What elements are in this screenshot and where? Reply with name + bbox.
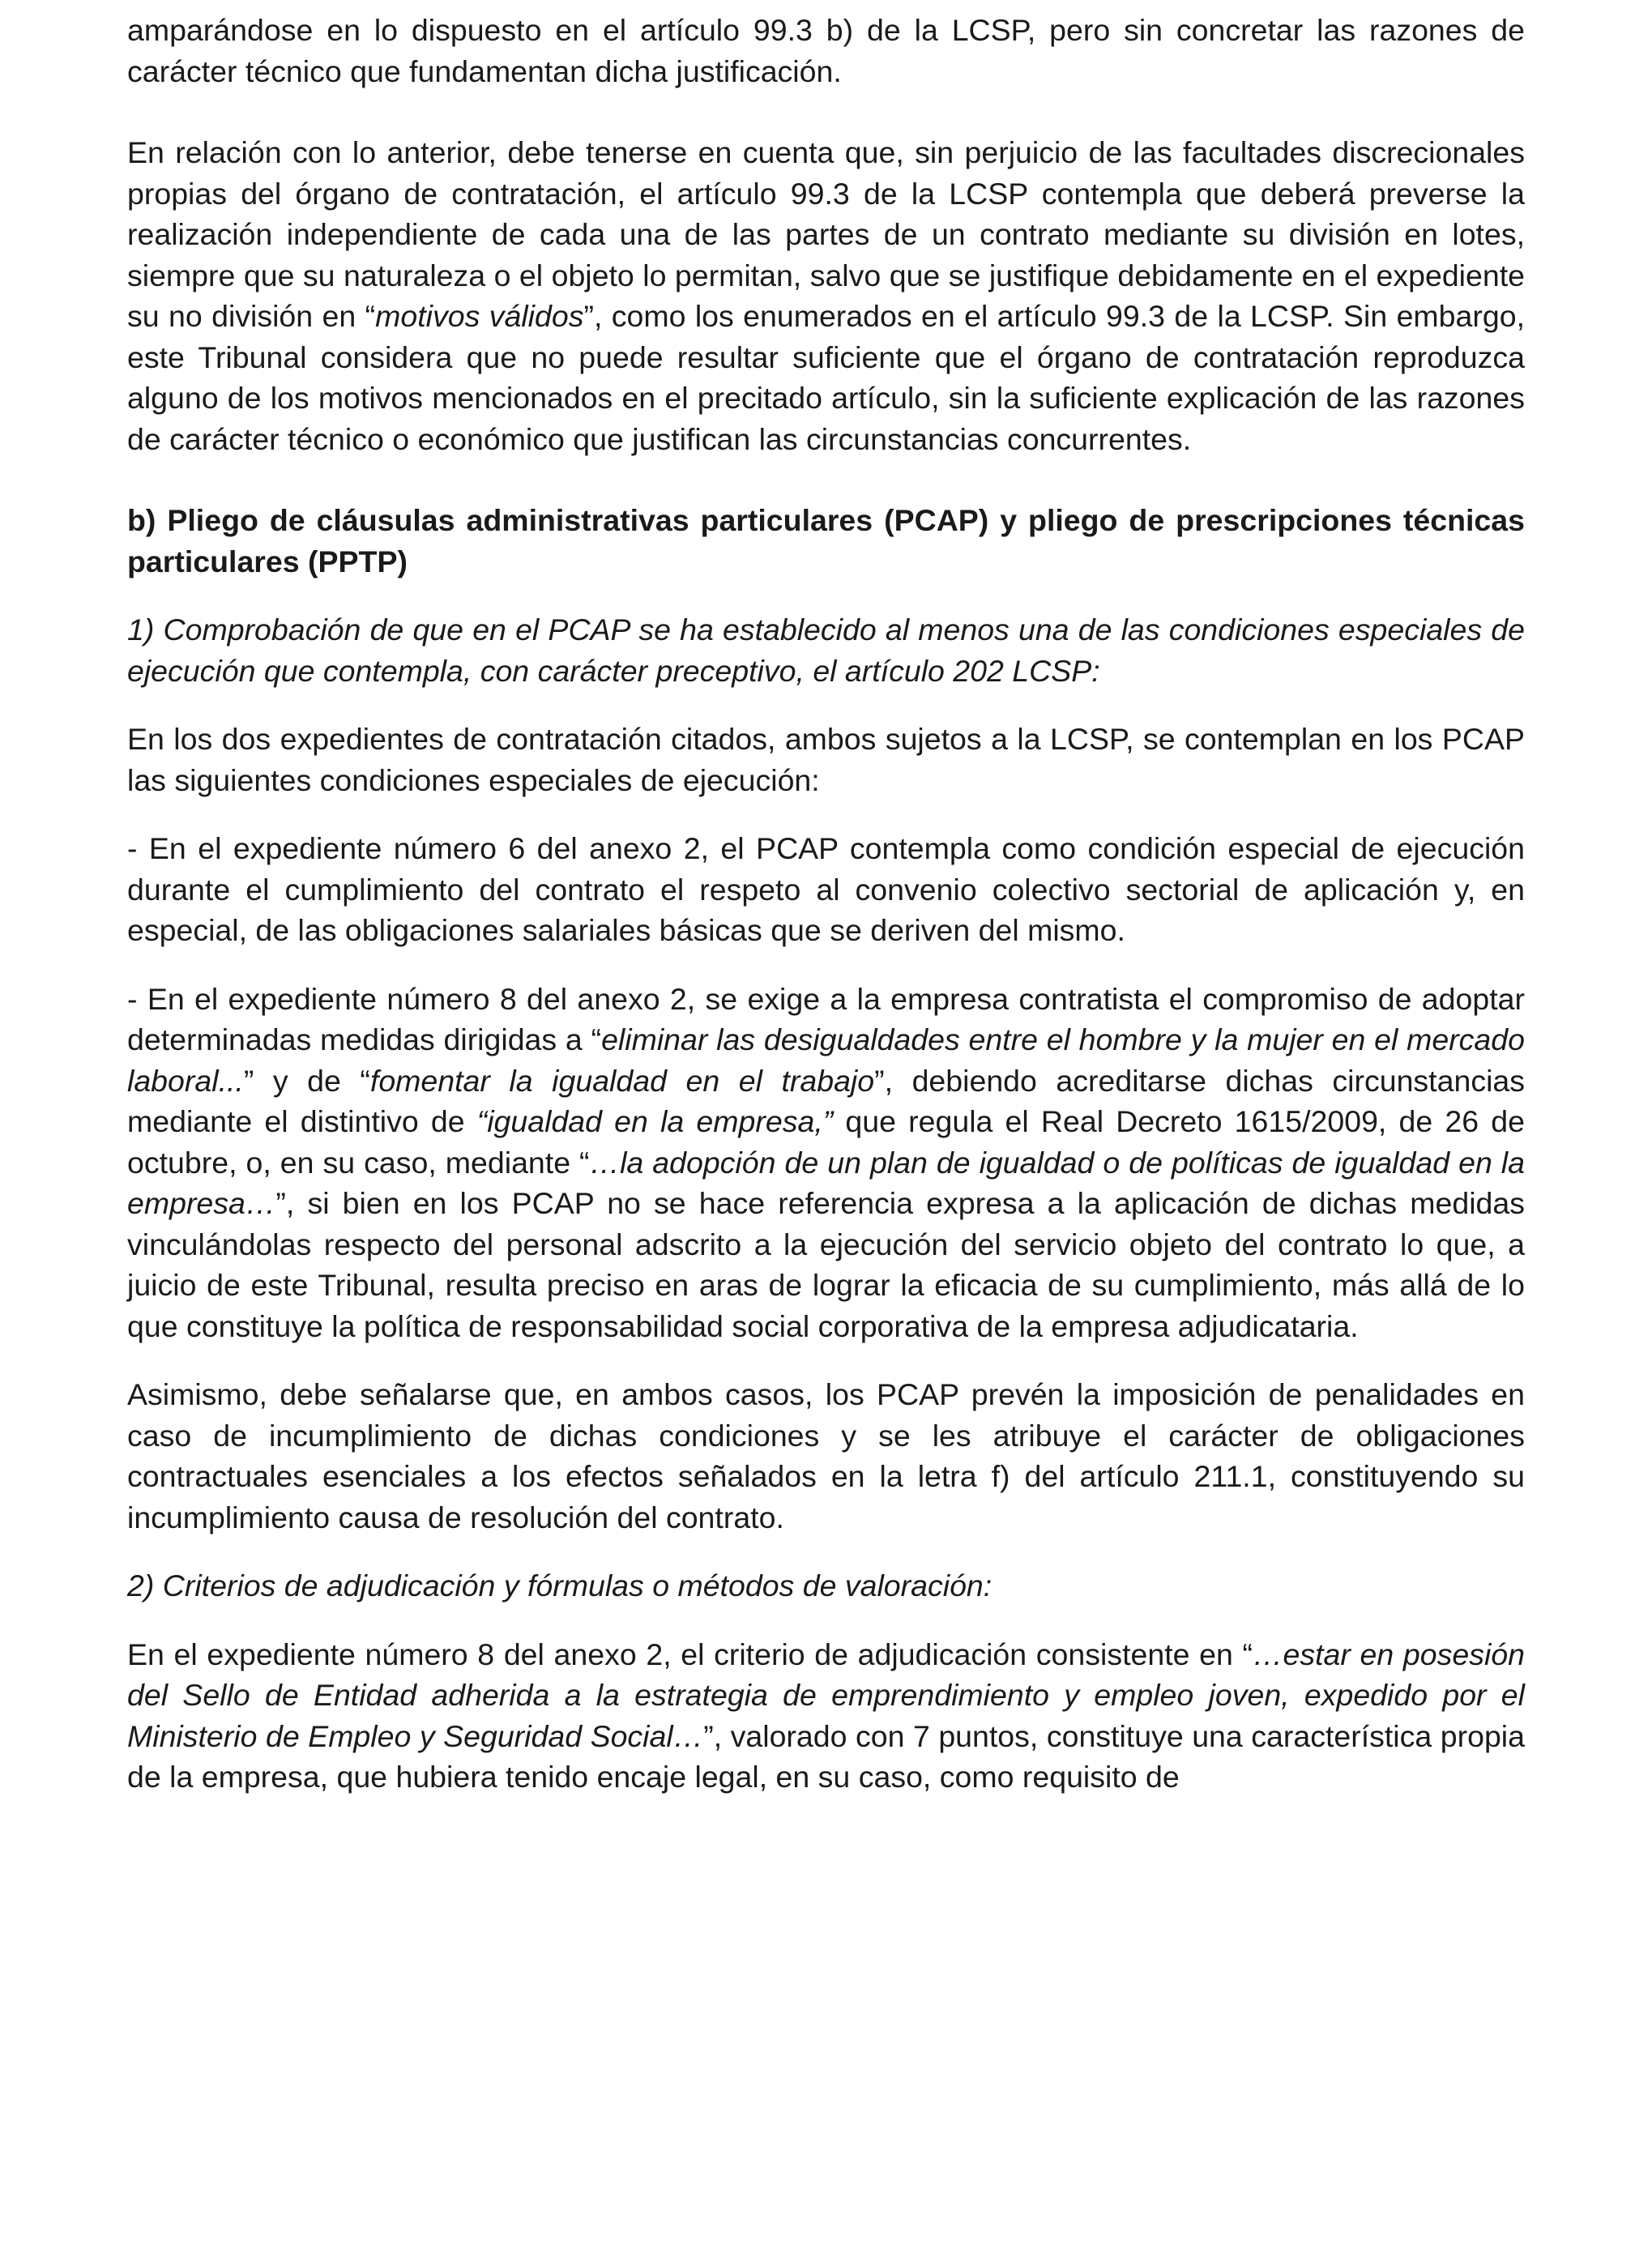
italic-quote: …la adopción de un plan de igualdad o de políticas de igualdad en la empresa… bbox=[127, 1145, 1525, 1220]
paragraph-award-criterion bbox=[127, 1634, 1525, 1798]
text-run: En relación con lo anterior, debe tenerse en cuenta que, sin perjuicio de las facultades discrecionales propias del órgano de contratación, el artículo 99.3 de la LCSP contempla que deberá preverse la realización independiente de cada una de las partes de un contrato mediante su división en lotes, siempre que su naturaleza o el objeto lo permitan, salvo que se justifique debidamente en el expediente su no división en “ bbox=[127, 135, 1525, 333]
text-run: ”, si bien en los PCAP no se hace referencia expresa a la aplicación de dichas medidas vinculándolas respecto del personal adscrito a la ejecución del servicio objeto del contrato lo que, a juicio de este Tribunal, resulta preciso en aras de lograr la eficacia de su cumplimiento, más allá de lo que constituye la política de responsabilidad social corporativa de la empresa adjudicataria. bbox=[127, 1186, 1525, 1343]
paragraph-file-8 bbox=[127, 979, 1525, 1347]
text-run: ”, debiendo acreditarse dichas circunstancias mediante el distintivo de bbox=[127, 1063, 1526, 1138]
paragraph-lcsp-justification-end bbox=[127, 10, 1525, 92]
text-run: que regula el Real Decreto 1615/2009, de 26 de octubre, o, en su caso, mediante “ bbox=[127, 1104, 1525, 1180]
heading-text: 1) Comprobación de que en el PCAP se ha establecido al menos una de las condiciones especiales de ejecución que contempla, con carácter preceptivo, el artículo 202 LCSP: bbox=[127, 612, 1525, 688]
text-run: En el expediente número 8 del anexo 2, el criterio de adjudicación consistente en “ bbox=[127, 1637, 1253, 1671]
text-run: En los dos expedientes de contratación citados, ambos sujetos a la LCSP, se contemplan en los PCAP las siguientes condiciones especiales de ejecución: bbox=[127, 722, 1525, 797]
paragraph-penalties bbox=[127, 1374, 1525, 1538]
italic-quote: …estar en posesión del Sello de Entidad adherida a la estrategia de emprendimiento y empleo joven, expedido por el Ministerio de Empleo y Seguridad Social… bbox=[127, 1637, 1525, 1753]
text-run: amparándose en lo dispuesto en el artículo 99.3 b) de la LCSP, pero sin concretar las razones de carácter técnico que fundamentan dicha justificación. bbox=[127, 13, 1525, 88]
text-run: Asimismo, debe señalarse que, en ambos casos, los PCAP prevén la imposición de penalidades en caso de incumplimiento de dichas condiciones y se les atribuye el carácter de obligaciones contractuales esenciales a los efectos señalados en la letra f) del artículo 211.1, constituyendo su incumplimiento causa de resolución del contrato. bbox=[127, 1377, 1525, 1534]
document-page bbox=[127, 10, 1525, 1798]
italic-quote: motivos válidos bbox=[375, 299, 584, 333]
text-run: ”, como los enumerados en el artículo 99.3 de la LCSP. Sin embargo, este Tribunal considera que no puede resultar suficiente que el órgano de contratación reproduzca alguno de los motivos mencionados en el precitado artículo, sin la suficiente explicación de las razones de carácter técnico o económico que justifican las circunstancias concurrentes. bbox=[127, 299, 1525, 456]
paragraph-lot-division bbox=[127, 132, 1525, 459]
text-run: - En el expediente número 8 del anexo 2, se exige a la empresa contratista el compromiso de adoptar determinadas medidas dirigidas a “ bbox=[127, 981, 1525, 1056]
paragraph-file-6 bbox=[127, 828, 1525, 951]
italic-quote: fomentar la igualdad en el trabajo bbox=[369, 1063, 875, 1098]
section-heading-pcap-pptp bbox=[127, 500, 1525, 582]
text-run: - En el expediente número 6 del anexo 2, el PCAP contempla como condición especial de ejecución durante el cumplimiento del contrato el respeto al convenio colectivo sectorial de aplicación y, en especial, de las obligaciones salariales básicas que se deriven del mismo. bbox=[127, 831, 1525, 947]
italic-quote: “igualdad en la empresa,” bbox=[476, 1104, 834, 1138]
text-run: ” y de “ bbox=[243, 1063, 370, 1098]
subsection-heading-special-conditions bbox=[127, 609, 1525, 691]
heading-text: b) Pliego de cláusulas administrativas particulares (PCAP) y pliego de prescripciones técnicas particulares (PPTP) bbox=[127, 503, 1525, 578]
subsection-heading-award-criteria bbox=[127, 1565, 1525, 1607]
text-run: ”, valorado con 7 puntos, constituye una característica propia de la empresa, que hubiera tenido encaje legal, en su caso, como requisito de bbox=[127, 1718, 1525, 1794]
heading-text: 2) Criterios de adjudicación y fórmulas o métodos de valoración: bbox=[127, 1568, 992, 1602]
italic-quote: eliminar las desigualdades entre el hombre y la mujer en el mercado laboral... bbox=[127, 1022, 1525, 1098]
paragraph-two-files bbox=[127, 719, 1525, 800]
